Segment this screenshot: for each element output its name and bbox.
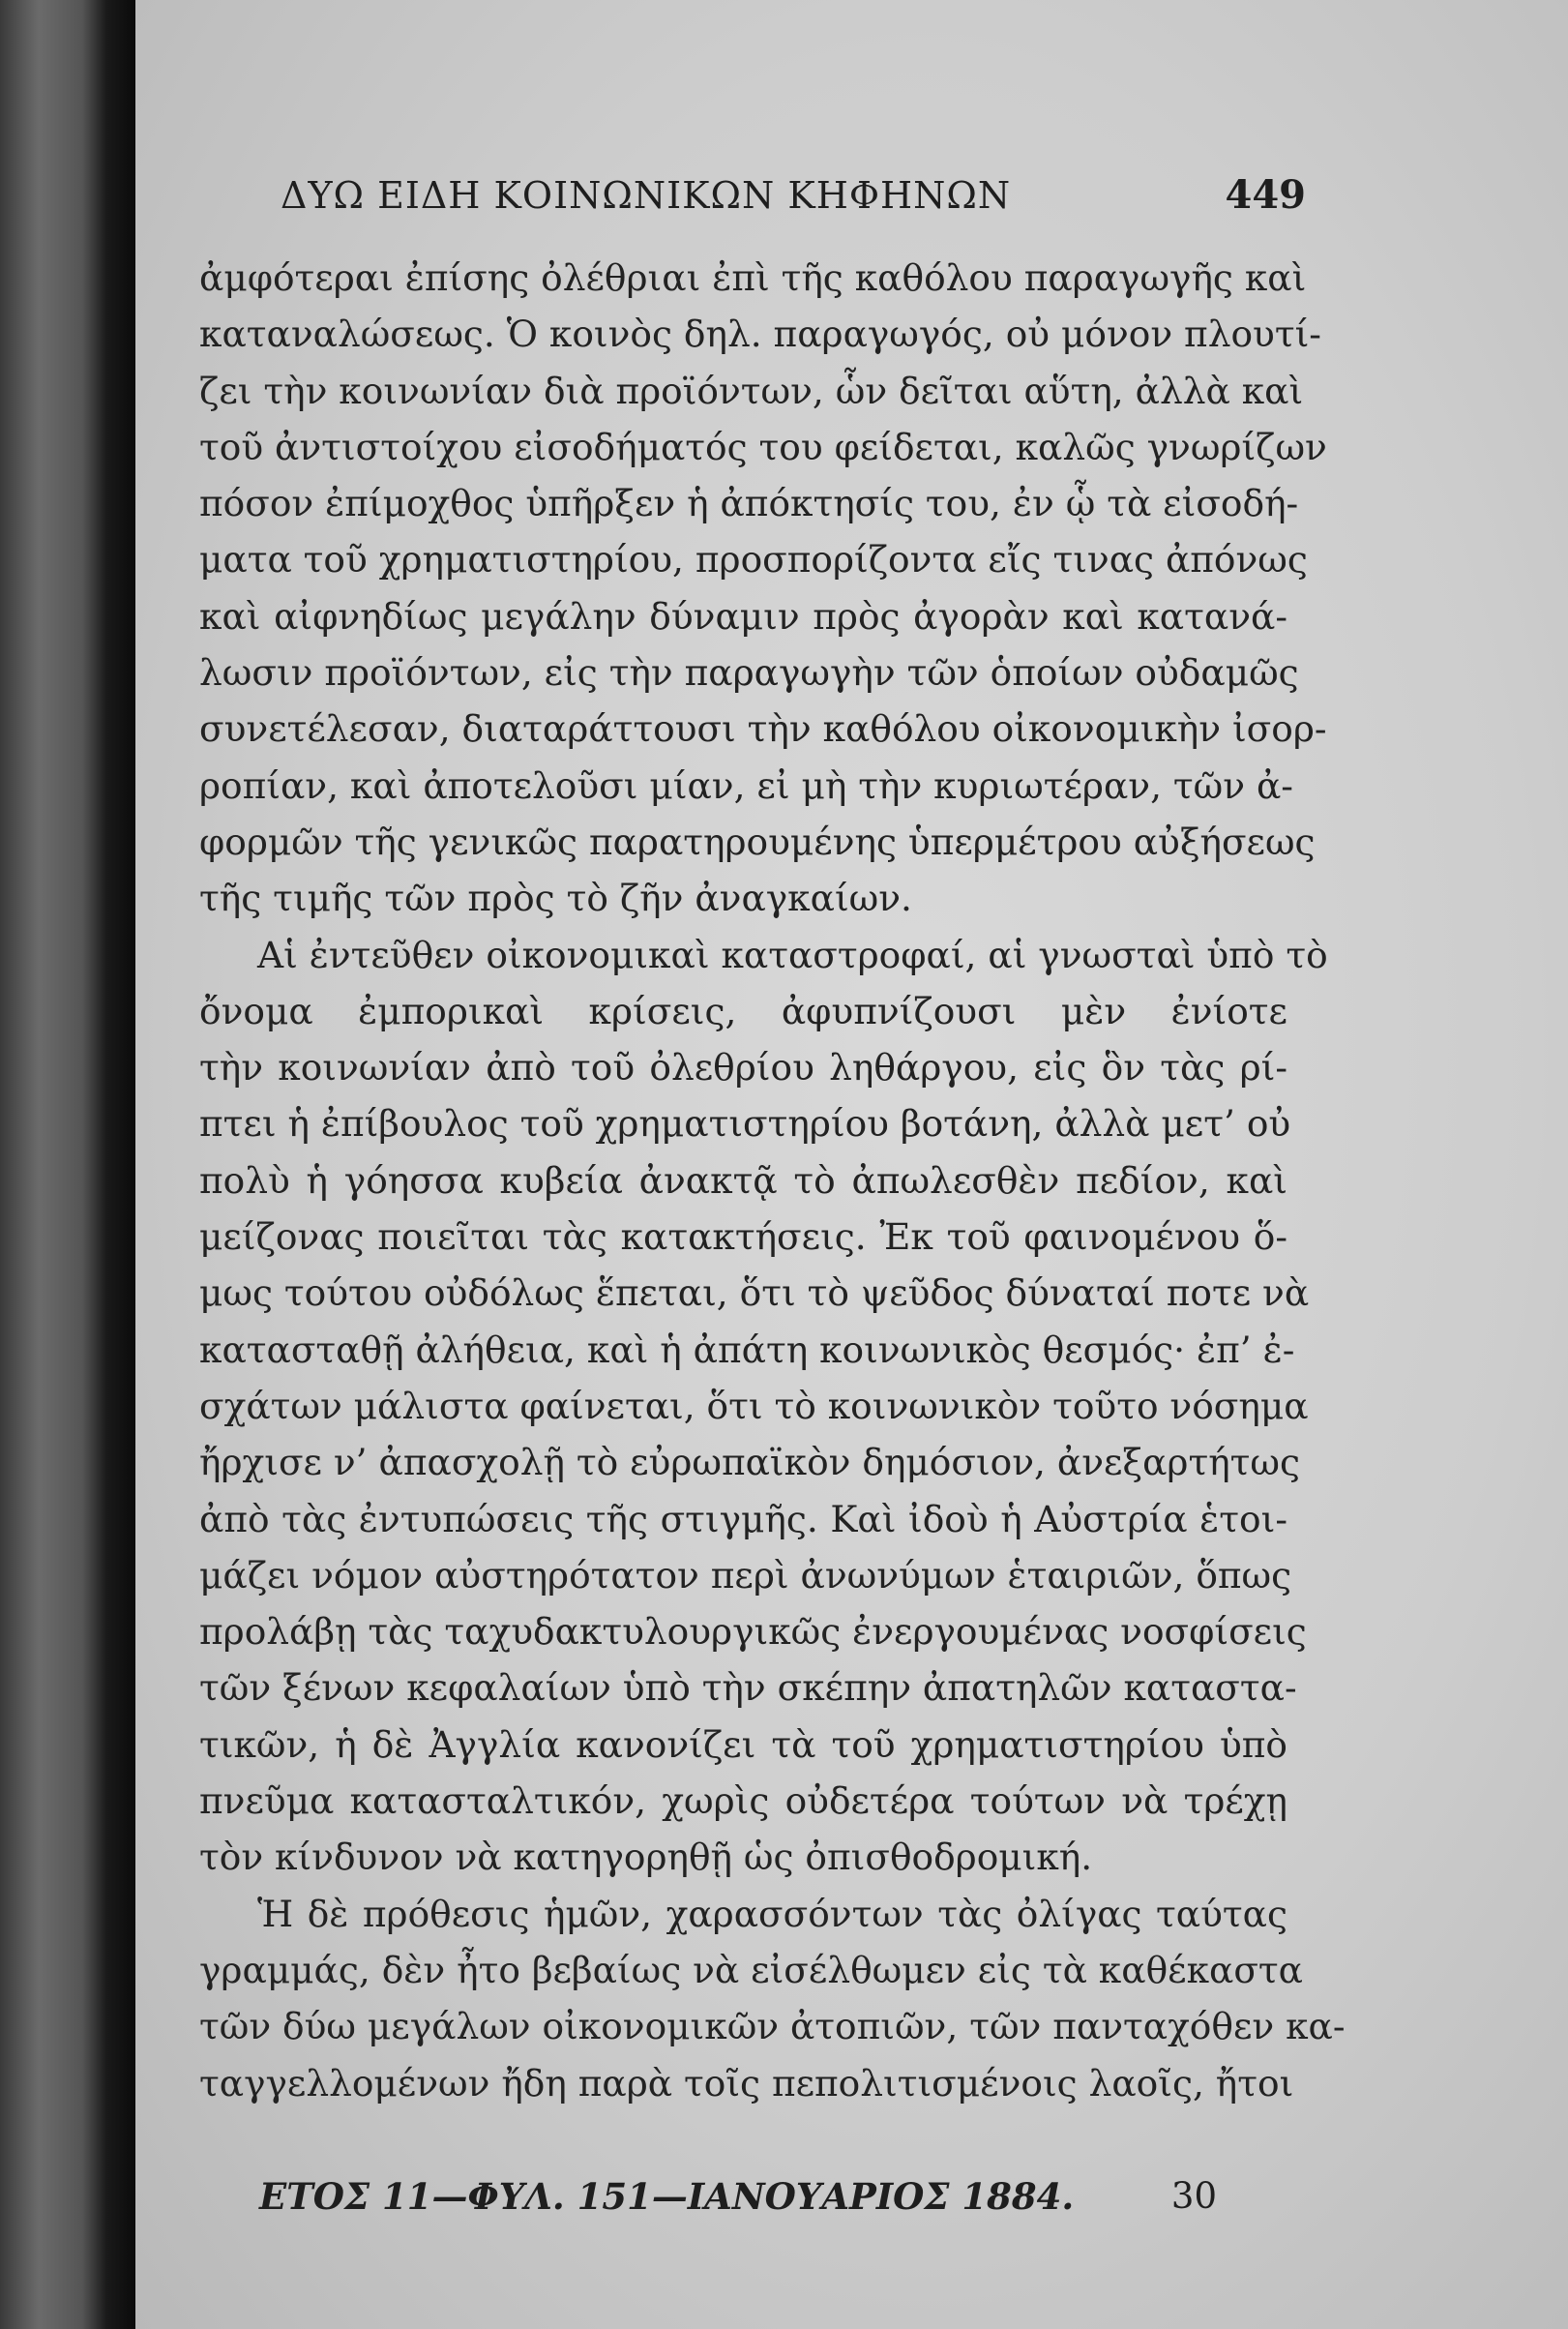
text-line: πνεῦμα κατασταλτικόν, χωρὶς οὐδετέρα τούτων νὰ τρέχῃ bbox=[199, 1779, 1287, 1823]
text-line: μως τούτου οὐδόλως ἕπεται, ὅτι τὸ ψεῦδος δύναταί ποτε νὰ bbox=[199, 1271, 1310, 1315]
running-title: ΔΥΩ ΕΙΔΗ ΚΟΙΝΩΝΙΚΩΝ ΚΗΦΗΝΩΝ bbox=[281, 174, 1012, 217]
paragraph-start-line: Αἱ ἐντεῦθεν οἰκονομικαὶ καταστροφαί, αἱ γνωσταὶ ὑπὸ τὸ bbox=[257, 933, 1328, 976]
text-line: τῶν δύω μεγάλων οἰκονομικῶν ἀτοπιῶν, τῶν πανταχόθεν κα- bbox=[199, 2005, 1346, 2048]
text-line: τικῶν, ἡ δὲ Ἀγγλία κανονίζει τὰ τοῦ χρηματιστηρίου ὑπὸ bbox=[199, 1722, 1287, 1766]
body-text bbox=[199, 250, 1346, 2111]
text-line: τὴν κοινωνίαν ἀπὸ τοῦ ὀλεθρίου ληθάργου, εἰς ὃν τὰς ρί- bbox=[199, 1046, 1287, 1090]
page-number: 449 bbox=[1225, 172, 1306, 218]
text-line: φορμῶν τῆς γενικῶς παρατηρουμένης ὑπερμέτρου αὐξήσεως bbox=[199, 820, 1316, 863]
text-line: καταναλώσεως. Ὁ κοινὸς δηλ. παραγωγός, οὐ μόνον πλουτί- bbox=[199, 313, 1321, 356]
text-line: ἀμφότεραι ἐπίσης ὀλέθριαι ἐπὶ τῆς καθόλου παραγωγῆς καὶ bbox=[199, 256, 1307, 299]
text-line: πτει ἡ ἐπίβουλος τοῦ χρηματιστηρίου βοτάνη, ἀλλὰ μετ’ οὐ bbox=[199, 1102, 1291, 1146]
text-line: γραμμάς, δὲν ἦτο βεβαίως νὰ εἰσέλθωμεν εἰς τὰ καθέκαστα bbox=[199, 1948, 1304, 1991]
text-line: σχάτων μάλιστα φαίνεται, ὅτι τὸ κοινωνικὸν τοῦτο νόσημα bbox=[199, 1384, 1309, 1427]
text-line: μείζονας ποιεῖται τὰς κατακτήσεις. Ἐκ τοῦ φαινομένου ὅ- bbox=[199, 1215, 1287, 1259]
text-line: καὶ αἰφνηδίως μεγάλην δύναμιν πρὸς ἀγορὰν καὶ κατανά- bbox=[199, 594, 1287, 638]
page-footer bbox=[259, 2175, 1217, 2218]
text-line: ματα τοῦ χρηματιστηρίου, προσπορίζοντα εἴς τινας ἀπόνως bbox=[199, 538, 1308, 582]
text-line: πολὺ ἡ γόησσα κυβεία ἀνακτᾷ τὸ ἀπωλεσθὲν πεδίον, καὶ bbox=[199, 1158, 1287, 1202]
running-header bbox=[281, 172, 1306, 240]
paragraph-start-line: Ἡ δὲ πρόθεσις ἡμῶν, χαρασσόντων τὰς ὀλίγας ταύτας bbox=[257, 1892, 1287, 1935]
text-line: ἤρχισε ν’ ἀπασχολῇ τὸ εὐρωπαϊκὸν δημόσιον, ἀνεξαρτήτως bbox=[199, 1441, 1300, 1484]
text-line: τοῦ ἀντιστοίχου εἰσοδήματός του φείδεται, καλῶς γνωρίζων bbox=[199, 425, 1327, 468]
issue-imprint: ΕΤΟΣ 11—ΦΥΛ. 151—ΙΑΝΟΥΑΡΙΟΣ 1884. bbox=[259, 2175, 1075, 2218]
text-line: ἀπὸ τὰς ἐντυπώσεις τῆς στιγμῆς. Καὶ ἰδοὺ ἡ Αὐστρία ἑτοι- bbox=[199, 1497, 1287, 1540]
text-line: ταγγελλομένων ἤδη παρὰ τοῖς πεπολιτισμένοις λαοῖς, ἤτοι bbox=[199, 2061, 1294, 2105]
text-line: προλάβῃ τὰς ταχυδακτυλουργικῶς ἐνεργουμένας νοσφίσεις bbox=[199, 1610, 1307, 1654]
text-line: ροπίαν, καὶ ἀποτελοῦσι μίαν, εἰ μὴ τὴν κυριωτέραν, τῶν ἀ- bbox=[199, 763, 1293, 807]
text-line: τὸν κίνδυνον νὰ κατηγορηθῇ ὡς ὀπισθοδρομική. bbox=[199, 1836, 1093, 1879]
signature-mark: 30 bbox=[1170, 2175, 1217, 2217]
text-line: κατασταθῇ ἀλήθεια, καὶ ἡ ἀπάτη κοινωνικὸς θεσμός· ἐπ’ ἐ- bbox=[199, 1328, 1295, 1371]
book-gutter bbox=[0, 0, 150, 2329]
text-line: ὄνομα ἐμπορικαὶ κρίσεις, ἀφυπνίζουσι μὲν ἐνίοτε bbox=[199, 989, 1287, 1032]
text-line: τῆς τιμῆς τῶν πρὸς τὸ ζῆν ἀναγκαίων. bbox=[199, 877, 912, 920]
text-line: ζει τὴν κοινωνίαν διὰ προϊόντων, ὧν δεῖται αὕτη, ἀλλὰ καὶ bbox=[199, 369, 1304, 412]
text-line: πόσον ἐπίμοχθος ὑπῆρξεν ἡ ἀπόκτησίς του, ἐν ᾧ τὰ εἰσοδή- bbox=[199, 482, 1299, 525]
text-line: τῶν ξένων κεφαλαίων ὑπὸ τὴν σκέπην ἀπατηλῶν καταστα- bbox=[199, 1666, 1297, 1710]
text-line: συνετέλεσαν, διαταράττουσι τὴν καθόλου οἰκονομικὴν ἰσορ- bbox=[199, 707, 1327, 751]
text-line: μάζει νόμον αὐστηρότατον περὶ ἀνωνύμων ἑταιριῶν, ὅπως bbox=[199, 1553, 1292, 1597]
text-line: λωσιν προϊόντων, εἰς τὴν παραγωγὴν τῶν ὁποίων οὐδαμῶς bbox=[199, 651, 1299, 695]
